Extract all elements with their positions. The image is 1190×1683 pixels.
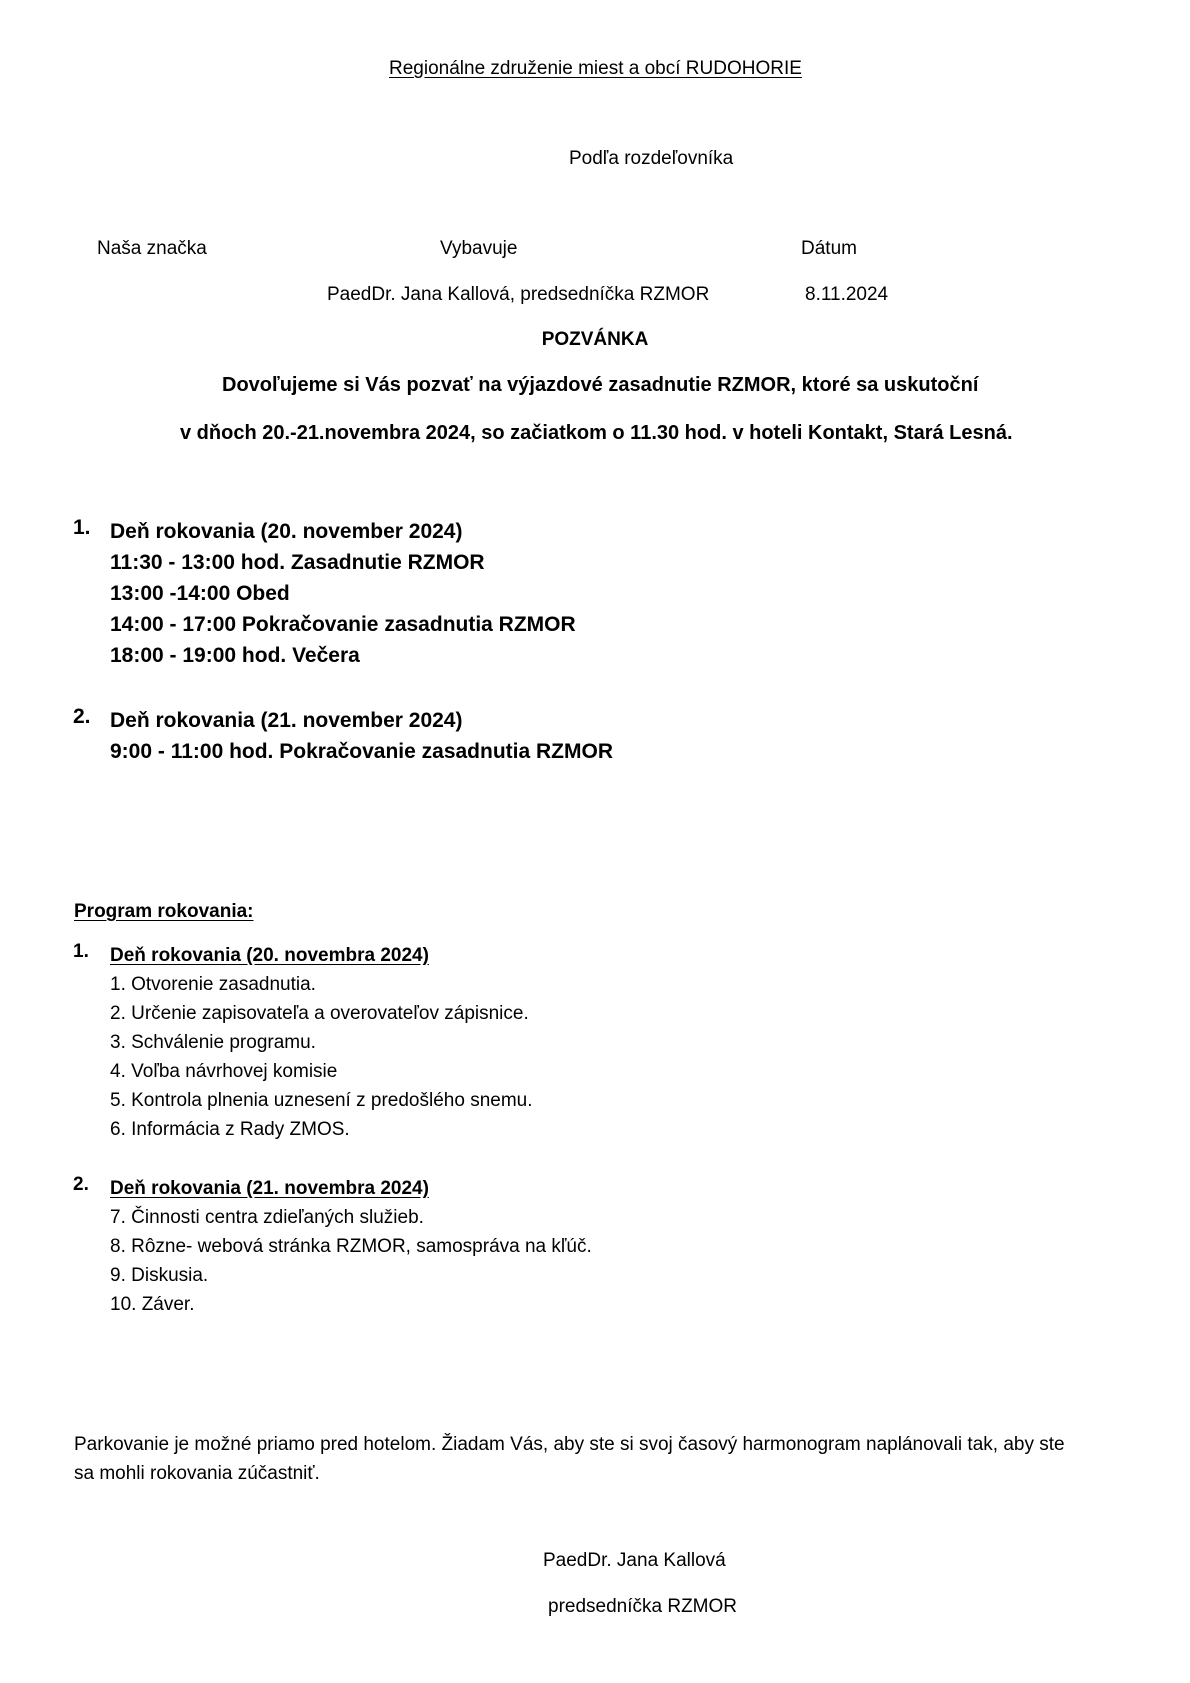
program-item: 8. Rôzne- webová stránka RZMOR, samospráva na kľúč.: [110, 1236, 592, 1257]
schedule-day-1-number: 1.: [73, 516, 91, 539]
program-item: 7. Činnosti centra zdieľaných služieb.: [110, 1207, 424, 1228]
program-day-1-number: 1.: [73, 941, 89, 962]
program-item: 9. Diskusia.: [110, 1265, 209, 1286]
program-item: 10. Záver.: [110, 1294, 195, 1315]
program-day-1-heading: Deň rokovania (20. novembra 2024): [110, 945, 429, 966]
document-date: 8.11.2024: [805, 284, 889, 305]
signature-name: PaedDr. Jana Kallová: [543, 1550, 726, 1571]
parking-note-line-2: sa mohli rokovania zúčastniť.: [74, 1463, 320, 1484]
invitation-line-2: v dňoch 20.-21.novembra 2024, so začiatkom o 11.30 hod. v hoteli Kontakt, Stará Lesná.: [180, 422, 1013, 444]
schedule-day-2-heading: Deň rokovania (21. november 2024): [110, 709, 463, 732]
handler-label: Vybavuje: [440, 238, 518, 259]
schedule-item: 18:00 - 19:00 hod. Večera: [110, 644, 360, 667]
schedule-day-1-heading: Deň rokovania (20. november 2024): [110, 520, 463, 543]
invitation-line-1: Dovoľujeme si Vás pozvať na výjazdové zasadnutie RZMOR, ktoré sa uskutoční: [222, 374, 979, 396]
program-title: Program rokovania:: [74, 901, 254, 922]
schedule-item: 9:00 - 11:00 hod. Pokračovanie zasadnutia RZMOR: [110, 740, 613, 763]
date-label: Dátum: [801, 238, 857, 259]
schedule-item: 11:30 - 13:00 hod. Zasadnutie RZMOR: [110, 551, 485, 574]
reference-label: Naša značka: [97, 238, 207, 259]
handler-name: PaedDr. Jana Kallová, predsedníčka RZMOR: [327, 284, 710, 305]
schedule-day-1: [73, 516, 773, 671]
program-item: 1. Otvorenie zasadnutia.: [110, 974, 316, 995]
program-item: 3. Schválenie programu.: [110, 1032, 316, 1053]
schedule-day-2-number: 2.: [73, 705, 91, 728]
program-day-2-heading: Deň rokovania (21. novembra 2024): [110, 1178, 429, 1199]
signature-role: predsedníčka RZMOR: [548, 1596, 738, 1617]
program-day-1: [73, 941, 973, 1144]
schedule-item: 14:00 - 17:00 Pokračovanie zasadnutia RZMOR: [110, 613, 576, 636]
invitation-title: POZVÁNKA: [541, 329, 649, 350]
schedule-day-2: [73, 705, 773, 767]
program-day-2-number: 2.: [73, 1174, 89, 1195]
program-item: 6. Informácia z Rady ZMOS.: [110, 1119, 350, 1140]
organization-name: Regionálne združenie miest a obcí RUDOHORIE: [389, 58, 802, 79]
program-item: 4. Voľba návrhovej komisie: [110, 1061, 338, 1082]
program-item: 5. Kontrola plnenia uznesení z predošlého snemu.: [110, 1090, 533, 1111]
program-day-2: [73, 1174, 973, 1319]
recipient-line: Podľa rozdeľovníka: [569, 148, 734, 169]
parking-note-line-1: Parkovanie je možné priamo pred hotelom. Žiadam Vás, aby ste si svoj časový harmonogram naplánovali tak, aby ste: [74, 1434, 1065, 1455]
program-item: 2. Určenie zapisovateľa a overovateľov zápisnice.: [110, 1003, 529, 1024]
schedule-item: 13:00 -14:00 Obed: [110, 582, 290, 605]
